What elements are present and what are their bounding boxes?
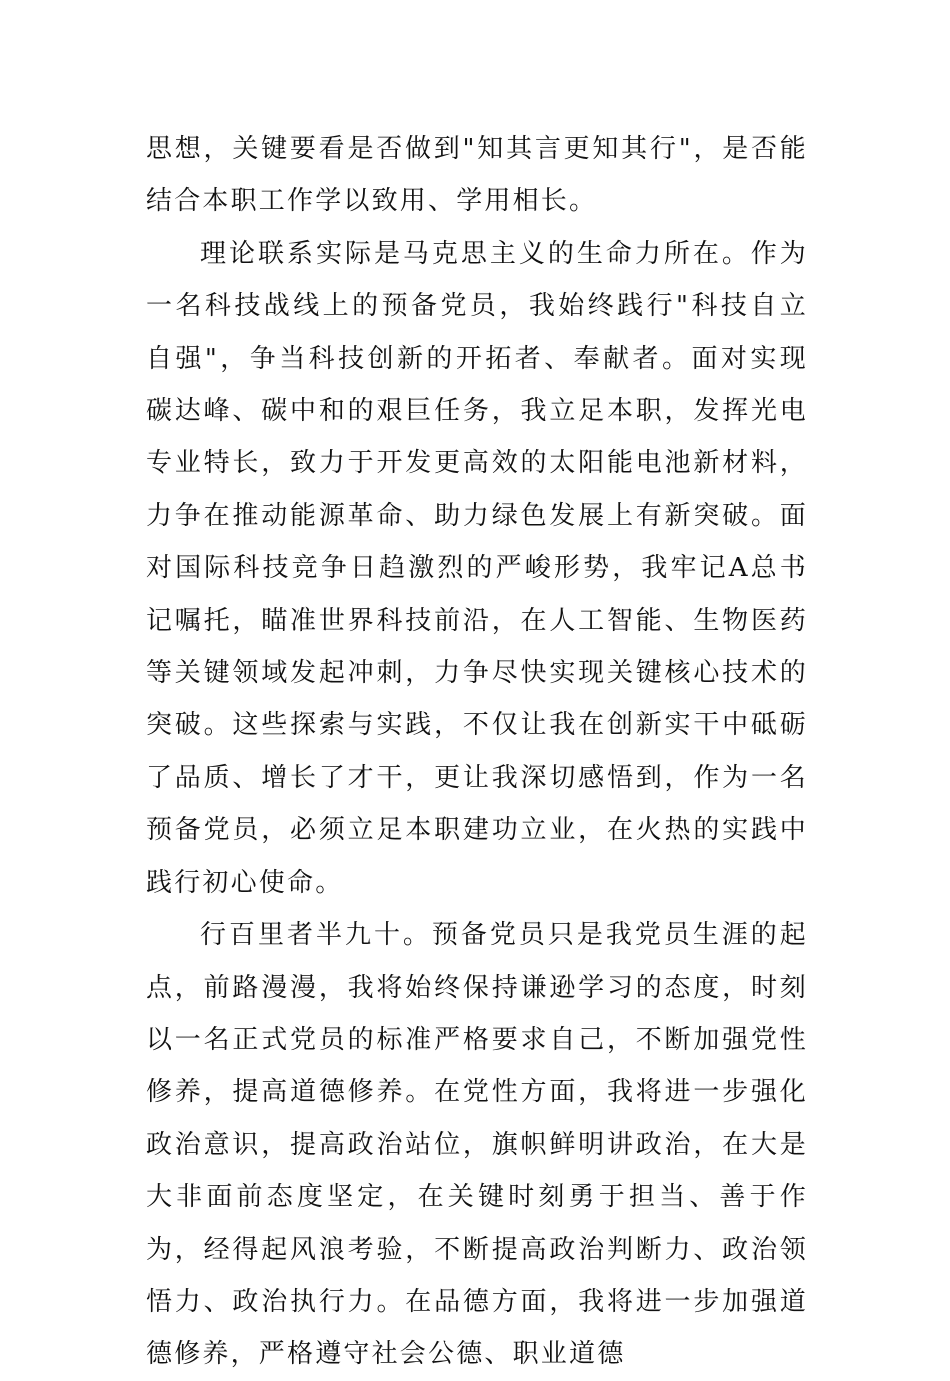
paragraph-theory-practice: 理论联系实际是马克思主义的生命力所在。作为一名科技战线上的预备党员，我始终践行"科技自立自强"，争当科技创新的开拓者、奉献者。面对实现碳达峰、碳中和的艰巨任务，我立足本职，发挥光电专业特长，致力于开发更高效的太阳能电池新材料，力争在推动能源革命、助力绿色发展上有新突破。面对国际科技竞争日趋激烈的严峻形势，我牢记A总书记嘱托，瞄准世界科技前沿，在人工智能、生物医药等关键领域发起冲刺，力争尽快实现关键核心技术的突破。这些探索与实践，不仅让我在创新实干中砥砺了品质、增长了才干，更让我深切感悟到，作为一名预备党员，必须立足本职建功立业，在火热的实践中践行初心使命。	[146, 238, 808, 898]
paragraph-future-commitment: 行百里者半九十。预备党员只是我党员生涯的起点，前路漫漫，我将始终保持谦逊学习的态度，时刻以一名正式党员的标准严格要求自己，不断加强党性修养，提高道德修养。在党性方面，我将进一步强化政治意识，提高政治站位，旗帜鲜明讲政治，在大是大非面前态度坚定，在关键时刻勇于担当、善于作为，经得起风浪考验，不断提高政治判断力、政治领悟力、政治执行力。在品德方面，我将进一步加强道德修养，严格遵守社会公德、职业道德	[146, 920, 808, 1370]
document-body	[146, 123, 808, 1381]
paragraph-continuation: 思想，关键要看是否做到"知其言更知其行"，是否能结合本职工作学以致用、学用相长。	[146, 134, 808, 217]
